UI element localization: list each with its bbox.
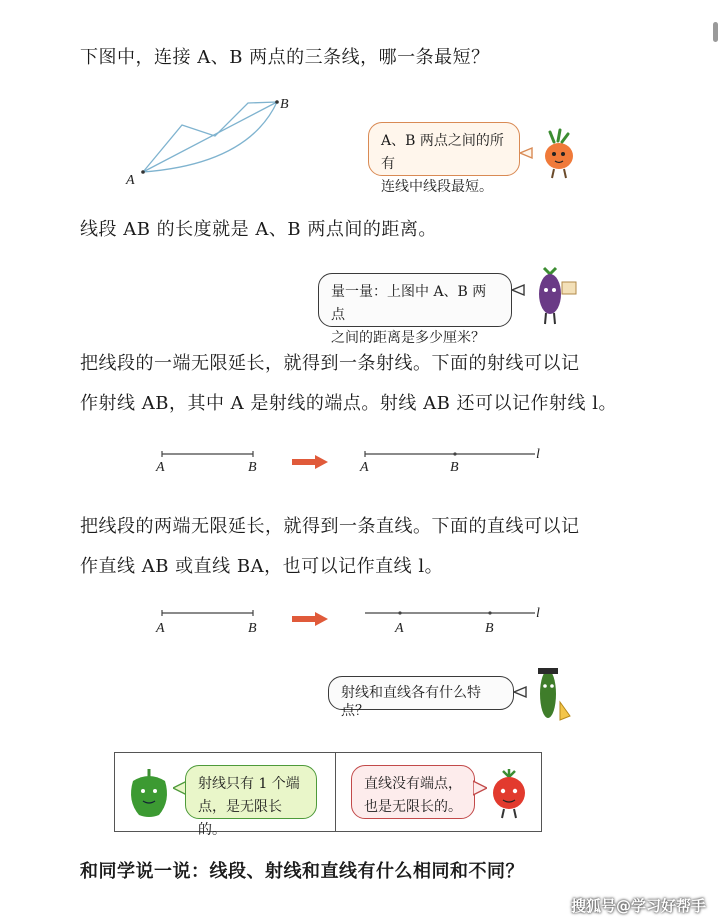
cucumber-character-icon <box>514 664 584 726</box>
bubble-line: 点，是无限长的。 <box>198 799 282 838</box>
line-paragraph-line: 把线段的两端无限延长，就得到一条直线。下面的直线可以记 <box>80 516 580 537</box>
question-shortest-line: 下图中，连接 A、B 两点的三条线，哪一条最短？ <box>80 47 490 68</box>
ray-paragraph <box>80 344 617 424</box>
features-question-bubble <box>328 676 514 719</box>
line-b-label: B <box>485 621 494 636</box>
ray-figure <box>150 438 570 478</box>
bubble-line: A、B 两点之间的所有 <box>381 133 504 172</box>
line-ab <box>365 606 540 636</box>
bubble-line: 直线没有端点， <box>364 776 462 792</box>
ray-l-label: l <box>536 447 540 462</box>
bubble-line: 量一量：上图中 A、B 两点 <box>331 284 487 323</box>
green-pepper-character-icon <box>127 767 171 819</box>
line-paragraph <box>80 507 580 587</box>
bubble-line: 也是无限长的。 <box>364 799 462 815</box>
line-a-label: A <box>395 621 404 636</box>
distance-definition: 线段 AB 的长度就是 A、B 两点间的距离。 <box>80 219 437 240</box>
transform-arrow-icon <box>292 612 328 626</box>
ray-a-label: A <box>360 460 369 475</box>
tomato-character-icon <box>485 765 533 821</box>
bubble-line: 射线和直线各有什么特点？ <box>341 685 481 719</box>
segment-b-label: B <box>248 621 257 636</box>
line-l-label: l <box>536 606 540 621</box>
ray-paragraph-line: 作射线 AB，其中 A 是射线的端点。射线 AB 还可以记作射线 l。 <box>80 393 618 414</box>
measure-distance-bubble <box>318 273 512 346</box>
segment-a-label: A <box>156 621 165 636</box>
line-figure <box>150 600 570 640</box>
segment-b-label: B <box>248 460 257 475</box>
bubble-line: 连线中线段最短。 <box>381 179 493 195</box>
segment-ab <box>155 451 257 475</box>
point-a-label: A <box>126 173 135 188</box>
line-paragraph-line: 作直线 AB 或直线 BA，也可以记作直线 l。 <box>80 556 444 577</box>
ray-paragraph-line: 把线段的一端无限延长，就得到一条射线。下面的射线可以记 <box>80 353 580 374</box>
segment-ab <box>155 610 257 636</box>
ray-feature-bubble <box>185 765 317 838</box>
ray-line-comparison-box <box>114 752 542 838</box>
shortest-segment-bubble <box>368 122 520 195</box>
point-b-label: B <box>280 97 289 112</box>
ray-ab <box>359 447 540 475</box>
eggplant-character-icon <box>512 264 582 328</box>
bubble-line: 射线只有 1 个端 <box>198 776 300 792</box>
final-discussion-question: 和同学说一说：线段、射线和直线有什么相同和不同？ <box>80 861 524 882</box>
segment-a-label: A <box>156 460 165 475</box>
radish-character-icon <box>520 128 580 184</box>
transform-arrow-icon <box>292 455 328 469</box>
watermark: 搜狐号@学习好帮手 <box>570 897 706 915</box>
scrollbar-thumb[interactable] <box>713 22 718 42</box>
bubble-line: 之间的距离是多少厘米？ <box>331 330 485 346</box>
three-paths-figure <box>120 92 290 192</box>
box-divider <box>335 753 336 831</box>
line-feature-bubble <box>351 765 475 819</box>
ray-b-label: B <box>450 460 459 475</box>
